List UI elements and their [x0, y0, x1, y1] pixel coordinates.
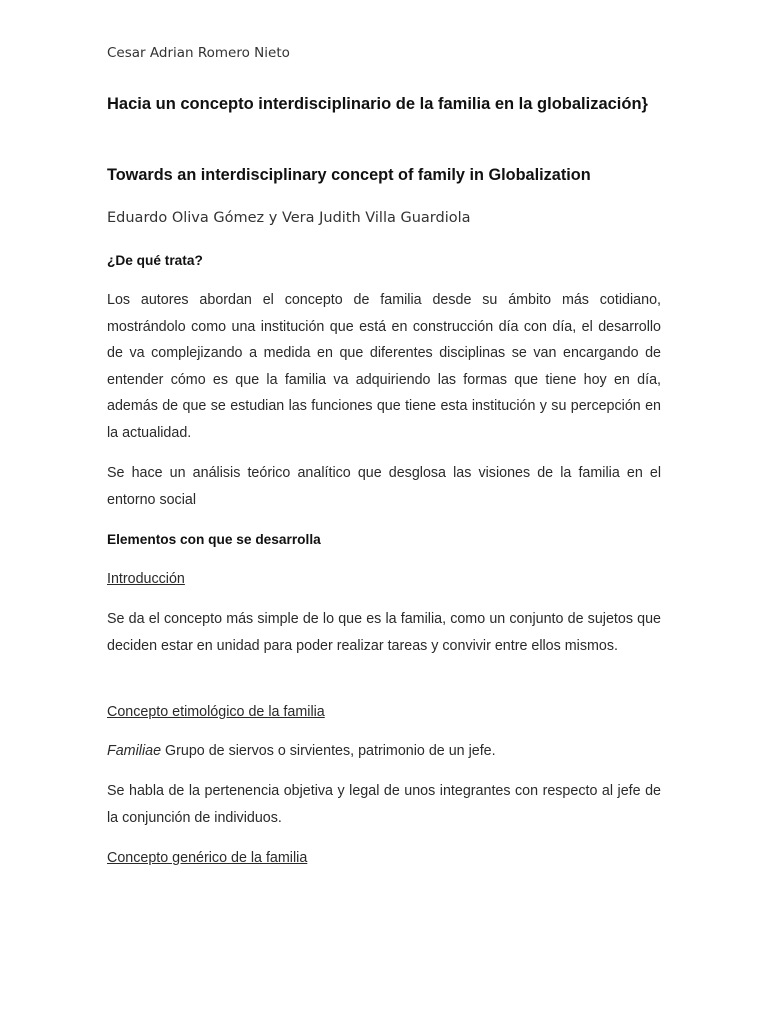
etymology-term: Familiae: [107, 743, 162, 759]
heading-elements: Elementos con que se desarrolla: [107, 532, 321, 547]
article-authors: Eduardo Oliva Gómez y Vera Judith Villa Guardiola: [107, 210, 471, 226]
paragraph-introduction: Se da el concepto más simple de lo que es la familia, como un conjunto de sujetos que deciden estar en unidad para poder realizar tareas y convivir entre ellos mismos.: [107, 611, 661, 654]
subhead-introduction: Introducción: [107, 571, 185, 587]
author-line: Cesar Adrian Romero Nieto: [107, 45, 290, 61]
title-spanish: Hacia un concepto interdisciplinario de la familia en la globalización}: [107, 95, 648, 113]
paragraph-about-1: Los autores abordan el concepto de familia desde su ámbito más cotidiano, mostrándolo como una institución que está en construcción día con día, el desarrollo de va complejizando a medida en que diferentes disciplinas se van encargando de entender cómo es que la familia va adquiriendo las formas que tiene hoy en día, además de que se estudian las funciones que tiene esta institución y su percepción en la actualidad.: [107, 292, 661, 441]
title-english: Towards an interdisciplinary concept of family in Globalization: [107, 166, 591, 184]
subhead-etymology: Concepto etimológico de la familia: [107, 704, 325, 720]
etymology-definition: Grupo de siervos o sirvientes, patrimonio de un jefe.: [161, 743, 496, 759]
etymology-line: [107, 743, 496, 759]
heading-about: ¿De qué trata?: [107, 253, 203, 268]
paragraph-about-2: Se hace un análisis teórico analítico que desglosa las visiones de la familia en el entorno social: [107, 465, 661, 508]
paragraph-etymology: Se habla de la pertenencia objetiva y legal de unos integrantes con respecto al jefe de la conjunción de individuos.: [107, 783, 661, 826]
subhead-generic-concept: Concepto genérico de la familia: [107, 850, 308, 866]
